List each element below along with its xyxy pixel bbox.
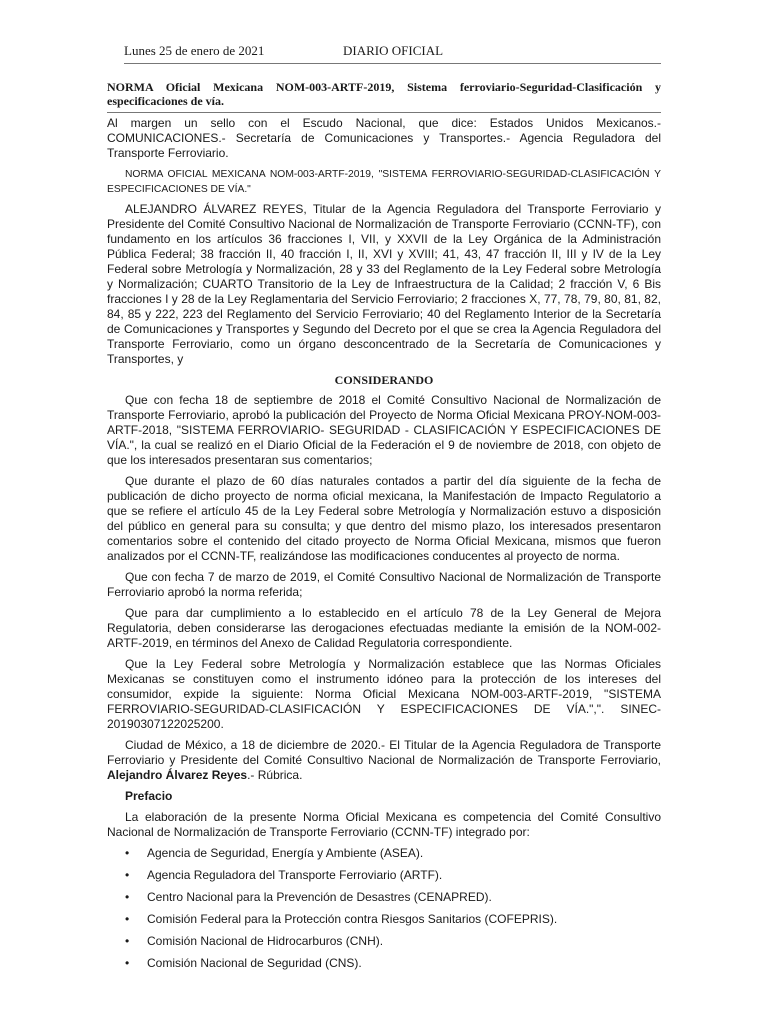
considerando-paragraph: Que para dar cumplimiento a lo establecido en el artículo 78 de la Ley General de Mejora Regulatoria, deben considerarse las derogaciones efectuadas mediante la emisión de la NOM-002-ARTF-2019, en términos del Anexo de Calidad Regulatoria correspondiente. xyxy=(107,606,661,650)
header-date: Lunes 25 de enero de 2021 xyxy=(124,43,265,58)
bullet-icon: • xyxy=(125,934,130,948)
prefacio-heading: Prefacio xyxy=(125,789,173,803)
list-item-text: Agencia de Seguridad, Energía y Ambiente (ASEA). xyxy=(147,846,424,860)
list-item xyxy=(107,890,661,905)
list-item-text: Comisión Federal para la Protección contra Riesgos Sanitarios (COFEPRIS). xyxy=(147,912,558,926)
bullet-icon: • xyxy=(125,956,130,970)
member-list xyxy=(107,846,661,971)
intro-paragraph: Al margen un sello con el Escudo Nacional, que dice: Estados Unidos Mexicanos.- COMUNICACIONES.- Secretaría de Comunicaciones y Transportes.- Agencia Reguladora del Transporte Ferroviario. xyxy=(107,116,661,160)
list-item xyxy=(107,934,661,949)
list-item xyxy=(107,912,661,927)
page-header xyxy=(124,43,661,64)
considerando-paragraph: Que la Ley Federal sobre Metrología y Normalización establece que las Normas Oficiales Mexicanas se constituyen como el instrumento idóneo para la protección de los intereses del consumidor, expide la siguiente: Norma Oficial Mexicana NOM-003-ARTF-2019, "SISTEMA FERROVIARIO-SEGURIDAD-CLASIFICACIÓN Y ESPECIFICACIONES DE VÍA.",". SINEC-20190307122025200. xyxy=(107,657,661,731)
list-item-text: Centro Nacional para la Prevención de Desastres (CENAPRED). xyxy=(147,890,492,904)
considerando-paragraph: Que con fecha 7 de marzo de 2019, el Comité Consultivo Nacional de Normalización de Transporte Ferroviario aprobó la norma referida; xyxy=(107,570,661,599)
preamble-paragraph: ALEJANDRO ÁLVAREZ REYES, Titular de la Agencia Reguladora del Transporte Ferroviario y Presidente del Comité Consultivo Nacional de Normalización de Transporte Ferroviario (CCNN-TF), con fundamento en los artículos 36 fracciones I, VII, y XXVII de la Ley Orgánica de la Administración Pública Federal; 38 fracción II, 40 fracción I, II, XVI y XVIII; 41, 43, 47 fracción II, III y IV de la Ley Federal sobre Metrología y Normalización, 28 y 33 del Reglamento de la Ley Federal sobre Metrología y Normalización; CUARTO Transitorio de la Ley de Infraestructura de la Calidad; 2 fracción V, 6 Bis fracciones I y 28 de la Ley Reglamentaria del Servicio Ferroviario; 2 fracciones X, 77, 78, 79, 80, 81, 82, 84, 85 y 222, 223 del Reglamento del Servicio Ferroviario; 40 del Reglamento Interior de la Secretaría de Comunicaciones y Transportes y Segundo del Decreto por el que se crea la Agencia Reguladora del Transporte Ferroviario, como un órgano desconcentrado de la Secretaría de Comunicaciones y Transportes, y xyxy=(107,202,661,366)
document-body xyxy=(107,116,661,978)
list-item-text: Comisión Nacional de Hidrocarburos (CNH). xyxy=(147,934,384,948)
bullet-icon: • xyxy=(125,868,130,882)
document-title: NORMA Oficial Mexicana NOM-003-ARTF-2019, Sistema ferroviario-Seguridad-Clasificación y especificaciones de vía. xyxy=(107,81,661,113)
considerando-paragraph: Que durante el plazo de 60 días naturales contados a partir del día siguiente de la fecha de publicación de dicho proyecto de norma oficial mexicana, la Manifestación de Impacto Regulatorio a que se refiere el artículo 45 de la Ley Federal sobre Metrología y Normalización estuvo a disposición del público en general para su consulta; y que dentro del mismo plazo, los interesados presentaron comentarios sobre el contenido del citado proyecto de Norma Oficial Mexicana, mismos que fueron analizados por el CCNN-TF, realizándose las modificaciones conducentes al proyecto de norma. xyxy=(107,474,661,563)
signature-text: Ciudad de México, a 18 de diciembre de 2020.- El Titular de la Agencia Reguladora de Transporte Ferroviario y Presidente del Comité Consultivo Nacional de Normalización de Transporte Ferroviario, xyxy=(107,738,661,767)
prefacio-paragraph: La elaboración de la presente Norma Oficial Mexicana es competencia del Comité Consultivo Nacional de Normalización de Transporte Ferroviario (CCNN-TF) integrado por: xyxy=(107,810,661,839)
list-item-text: Agencia Reguladora del Transporte Ferroviario (ARTF). xyxy=(147,868,443,882)
signature-suffix: .- Rúbrica. xyxy=(247,768,303,782)
list-item xyxy=(107,868,661,883)
bullet-icon: • xyxy=(125,912,130,926)
norm-caption: NORMA OFICIAL MEXICANA NOM-003-ARTF-2019, "SISTEMA FERROVIARIO-SEGURIDAD-CLASIFICACIÓN Y ESPECIFICACIONES DE VÍA." xyxy=(107,169,661,195)
list-item-text: Comisión Nacional de Seguridad (CNS). xyxy=(147,956,362,970)
considerando-heading: CONSIDERANDO xyxy=(334,373,434,387)
bullet-icon: • xyxy=(125,890,130,904)
signature-paragraph xyxy=(107,738,661,783)
signatory-name: Alejandro Álvarez Reyes xyxy=(107,768,248,782)
list-item xyxy=(107,956,661,971)
header-publication: DIARIO OFICIAL xyxy=(343,43,444,58)
considerando-paragraph: Que con fecha 18 de septiembre de 2018 el Comité Consultivo Nacional de Normalización de Transporte Ferroviario, aprobó la publicación del Proyecto de Norma Oficial Mexicana PROY-NOM-003-ARTF-2018, "SISTEMA FERROVIARIO- SEGURIDAD - CLASIFICACIÓN Y ESPECIFICACIONES DE VÍA.", la cual se realizó en el Diario Oficial de la Federación el 9 de noviembre de 2018, con objeto de que los interesados presentaran sus comentarios; xyxy=(107,393,661,467)
bullet-icon: • xyxy=(125,846,130,860)
list-item xyxy=(107,846,661,861)
